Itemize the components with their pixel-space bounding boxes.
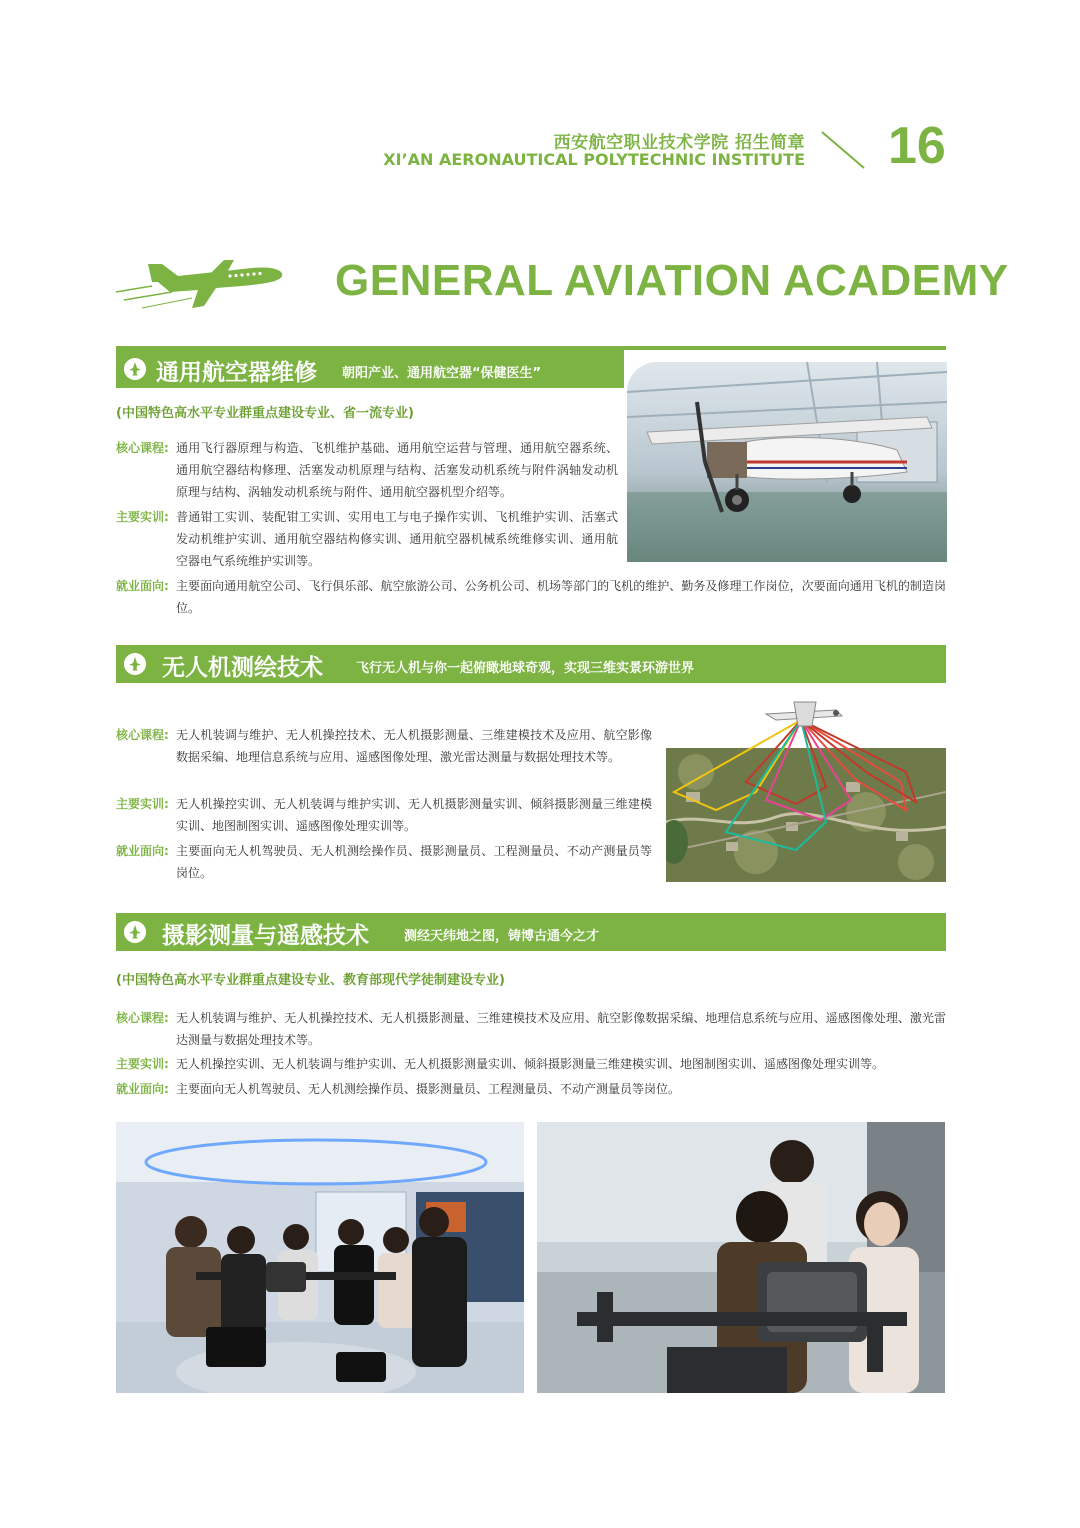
row-text: 主要面向通用航空公司、飞行俱乐部、航空旅游公司、公务机公司、机场等部门的飞机的维护、勤务及修理工作岗位，次要面向通用飞机的制造岗位。 xyxy=(176,579,946,615)
students-drone-inspect-photo xyxy=(537,1122,945,1393)
plane-logo-icon xyxy=(112,252,287,312)
section-plane-icon xyxy=(124,358,146,380)
section-3-title: 摄影测量与遥感技术 xyxy=(162,923,369,949)
page-number: 16 xyxy=(888,117,946,175)
row-text: 主要面向无人机驾驶员、无人机测绘操作员、摄影测量员、工程测量员、不动产测量员等岗位。 xyxy=(176,1082,681,1096)
row-label: 主要实训: xyxy=(116,797,169,811)
row-label: 就业面向: xyxy=(116,844,169,858)
section-2-subtitle: 飞行无人机与你一起俯瞰地球奇观，实现三维实景环游世界 xyxy=(356,661,695,676)
section-3-tagline: (中国特色高水平专业群重点建设专业、教育部现代学徒制建设专业) xyxy=(116,973,505,988)
row-text: 无人机操控实训、无人机装调与维护实训、无人机摄影测量实训、倾斜摄影测量三维建模实训、地图制图实训、遥感图像处理实训等。 xyxy=(176,1057,885,1071)
section-2-header xyxy=(116,645,946,683)
row-text: 主要面向无人机驾驶员、无人机测绘操作员、摄影测量员、工程测量员、不动产测量员等岗位。 xyxy=(176,844,652,880)
section-1-title: 通用航空器维修 xyxy=(156,360,317,386)
row-label: 主要实训: xyxy=(116,1057,169,1071)
section-1-tagline: (中国特色高水平专业群重点建设专业、省一流专业) xyxy=(116,406,414,421)
academy-title: GENERAL AVIATION ACADEMY xyxy=(335,256,1009,305)
section-1-subtitle: 朝阳产业、通用航空器“保健医生” xyxy=(342,366,542,381)
section-3-header xyxy=(116,913,946,951)
section-1-header xyxy=(116,350,624,388)
school-name-cn: 西安航空职业技术学院 招生简章 xyxy=(553,133,805,153)
row-label: 核心课程: xyxy=(116,441,169,455)
row-text: 普通钳工实训、装配钳工实训、实用电工与电子操作实训、飞机维护实训、活塞式发动机维护实训、通用航空器结构修实训、通用航空器机械系统维修实训、通用航空器电气系统维护实训等。 xyxy=(176,510,618,568)
section-plane-icon xyxy=(124,921,146,943)
students-drone-lab-photo xyxy=(116,1122,524,1393)
row-label: 核心课程: xyxy=(116,1011,169,1025)
row-label: 主要实训: xyxy=(116,510,169,524)
row-label: 核心课程: xyxy=(116,728,169,742)
row-label: 就业面向: xyxy=(116,579,169,593)
row-text: 通用飞行器原理与构造、飞机维护基础、通用航空运营与管理、通用航空器系统、通用航空器结构修理、活塞发动机原理与结构、活塞发动机系统与附件涡轴发动机原理与结构、涡轴发动机系统与附件、通用航空器机型介绍等。 xyxy=(176,441,618,499)
row-text: 无人机装调与维护、无人机操控技术、无人机摄影测量、三维建模技术及应用、航空影像数据采编、地理信息系统与应用、遥感图像处理、激光雷达测量与数据处理技术等。 xyxy=(176,1011,946,1047)
aerial-survey-illustration xyxy=(666,692,946,882)
section-3-subtitle: 测经天纬地之图，铸博古通今之才 xyxy=(404,929,600,944)
row-text: 无人机装调与维护、无人机操控技术、无人机摄影测量、三维建模技术及应用、航空影像数据采编、地理信息系统与应用、遥感图像处理、激光雷达测量与数据处理技术等。 xyxy=(176,728,652,764)
school-name-en: XI’AN AERONAUTICAL POLYTECHNIC INSTITUTE xyxy=(383,150,805,169)
row-text: 无人机操控实训、无人机装调与维护实训、无人机摄影测量实训、倾斜摄影测量三维建模实训、地图制图实训、遥感图像处理实训等。 xyxy=(176,797,652,833)
aircraft-hangar-photo xyxy=(627,362,947,562)
section-plane-icon xyxy=(124,653,146,675)
row-label: 就业面向: xyxy=(116,1082,169,1096)
header-divider xyxy=(818,128,868,172)
section-2-title: 无人机测绘技术 xyxy=(162,655,323,681)
